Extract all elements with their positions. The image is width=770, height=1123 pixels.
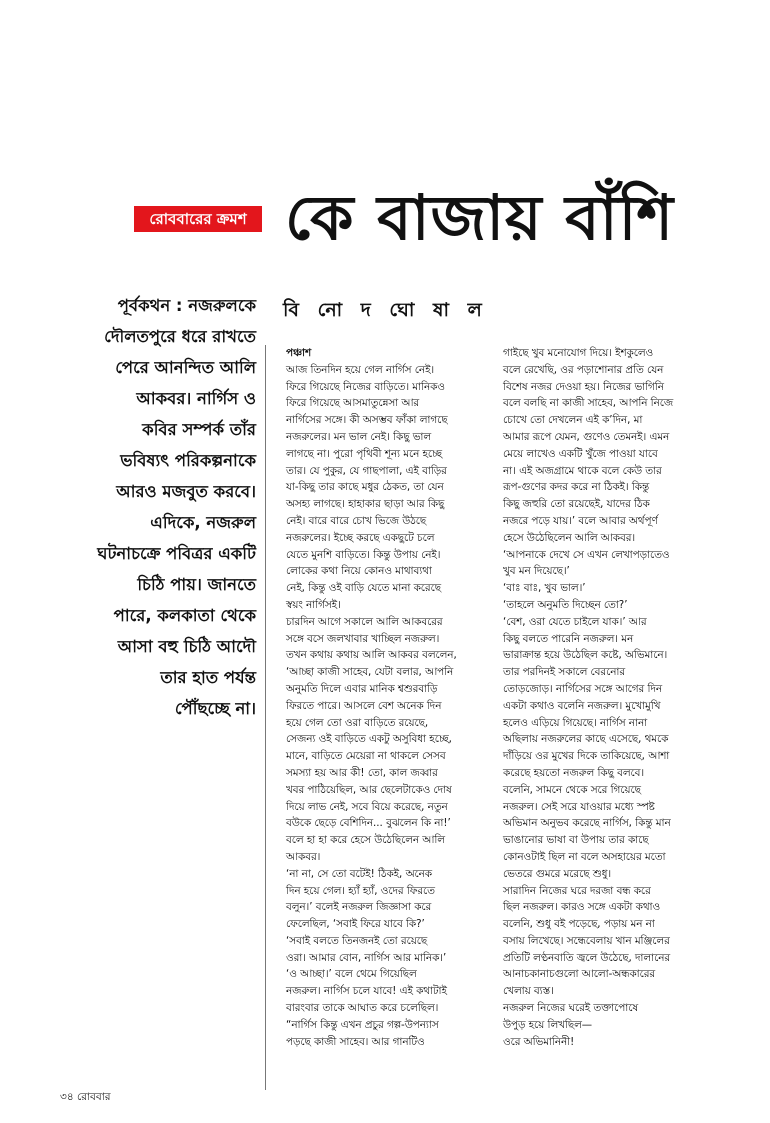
- text-line: হয়ে গেল তো ওরা বাড়িতে রয়েছে,: [286, 716, 429, 729]
- text-line: অছিলায় নজরুলের কাছে এসেছে, থমকে: [503, 733, 669, 746]
- synopsis-line: পূর্বকথন : নজরুলকে: [117, 296, 256, 315]
- text-line: বলেনি, সামনে থেকে সরে গিয়েছে: [503, 783, 641, 796]
- text-line: ভারাক্রান্ত হয়ে উঠেছিল কষ্টে, অভিমানে।: [503, 649, 668, 662]
- story-title: কে বাজায় বাঁশি: [285, 181, 675, 254]
- text-line: খুব মন দিয়েছে।’: [503, 565, 570, 578]
- text-line: সঙ্গে বসে জলখাবার খাচ্ছিল নজরুল।: [286, 632, 440, 645]
- text-line: ফিরে গিয়েছে আসমাতুন্নেসা আর: [286, 397, 420, 410]
- text-line: বলেনি, শুধু বই পড়েছে, পড়ায় মন না: [503, 918, 655, 931]
- text-line: নেই, কিন্তু ওই বাড়ি যেতে মানা করেছে: [286, 582, 441, 595]
- text-line: বারংবার তাকে আঘাত করে চলেছিল।: [286, 1002, 439, 1015]
- series-label: রোববারের ক্রমশ: [134, 206, 262, 232]
- synopsis-line: চিঠি পায়। জানতে: [137, 575, 256, 594]
- synopsis-line: ঘটনাচক্রে পবিত্রর একটি: [97, 544, 256, 563]
- synopsis-line: পেরে আনন্দিত আলি: [115, 358, 256, 377]
- text-line: নজরুল। সেই সরে যাওয়ার মধ্যে স্পষ্ট: [503, 800, 655, 813]
- text-line: ভাঙানোর ভাষা বা উপায় তার কাছে: [503, 834, 649, 847]
- text-line: পড়ছে কাজী সাহেব। আর গানটিও: [286, 1035, 425, 1048]
- synopsis-line: কবির সম্পর্ক তাঁর: [142, 420, 256, 439]
- text-column-1: [286, 345, 486, 1050]
- text-line: মানে, বাড়িতে মেয়েরা না থাকলে সেসব: [286, 750, 446, 763]
- text-line: অসহ্য লাগছে। হাহাকার ছাড়া আর কিছু: [286, 498, 445, 511]
- text-line: নজরুল। নার্গিস চলে যাবে! এই কথাটাই: [286, 985, 447, 998]
- text-line: তখন কথায় কথায় আলি আকবর বললেন,: [286, 649, 457, 662]
- text-line: আকবর।: [286, 850, 321, 863]
- text-line: লোকের কথা নিয়ে কোনও মাথাব্যথা: [286, 565, 432, 578]
- text-line: ‘ও আচ্ছা।’ বলে থেমে গিয়েছিল: [286, 968, 417, 981]
- synopsis-line: পৌঁছচ্ছে না।: [174, 699, 256, 718]
- text-line: দিয়ে লাভ নেই, সবে বিয়ে করেছে, নতুন: [286, 800, 448, 813]
- text-line: তার। যে পুকুর, যে গাছপালা, এই বাড়ির: [286, 464, 447, 477]
- text-line: নজরুলের। মন ভাল নেই। কিছু ভাল: [286, 430, 432, 443]
- text-line: তার পরদিনই সকালে বেরনোর: [503, 666, 626, 679]
- text-line: বসায় লিখেছে। সন্ধেবেলায় খান মঞ্জিলের: [503, 934, 670, 947]
- text-line: দাঁড়িয়ে ওর মুখের দিকে তাকিয়েছে, আশা: [503, 750, 670, 763]
- text-line: বউকে ছেড়ে বেশিদিন... বুঝলেন কি না!’: [286, 817, 451, 830]
- text-line: নেই। বারে বারে চোখ ভিজে উঠছে: [286, 514, 427, 527]
- text-line: নজরুলের। ইচ্ছে করছে একছুটে চলে: [286, 531, 435, 544]
- text-line: ছিল নজরুল। কারও সঙ্গে একটা কথাও: [503, 901, 661, 914]
- text-line: ফিরে গিয়েছে নিজের বাড়িতে। মানিকও: [286, 380, 445, 393]
- text-line: প্রতিটি লণ্ঠনবাতি জ্বলে উঠেছে, দালানের: [503, 951, 671, 964]
- text-line: সমস্যা হয় আর কী! তো, কাল জব্বার: [286, 766, 438, 779]
- text-line: সেজন্য ওই বাড়িতে একটু অসুবিধা হচ্ছে,: [286, 733, 452, 746]
- text-line: বলে হা হা করে হেসে উঠেছিলেন আলি: [286, 834, 445, 847]
- text-line: অভিমান অনুভব করেছে নার্গিস, কিন্তু মান: [503, 817, 671, 830]
- text-line: উপুড় হয়ে লিখছিল—: [503, 1018, 593, 1031]
- text-line: ‘বাঃ বাঃ, খুব ভাল।’: [503, 582, 586, 595]
- synopsis-line: এদিকে, নজরুল: [150, 513, 256, 532]
- text-line: বিশেষ নজর দেওয়া হয়। নিজের ভাগিনি: [503, 380, 664, 393]
- text-line: খবর পাঠিয়েছিল, আর ছেলেটাকেও দোষ: [286, 783, 452, 796]
- text-line: গাইছে খুব মনোযোগ দিয়ে। ইশকুলেও: [503, 347, 654, 359]
- text-line: পঞ্চাশ: [286, 347, 312, 359]
- text-line: নজরে পড়ে যায়।’ বলে আবার অর্থপূর্ণ: [503, 514, 658, 527]
- text-line: চোখে তো দেখলেন এই ক’দিন, মা: [503, 414, 643, 427]
- text-line: হলেও এড়িয়ে গিয়েছে। নার্গিস নানা: [503, 716, 648, 729]
- synopsis-line: পারে, কলকাতা থেকে: [113, 606, 256, 625]
- text-line: ‘আপনাকে দেখে সে এখন লেখাপড়াতেও: [503, 548, 670, 561]
- text-line: সারাদিন নিজের ঘরে দরজা বন্ধ করে: [503, 884, 651, 897]
- text-line: বলে রেখেছি, ওর পড়াশোনার প্রতি যেন: [503, 363, 664, 376]
- text-line: লাগছে না। পুরো পৃথিবী শূন্য মনে হচ্ছে: [286, 447, 442, 460]
- text-line: আজ তিনদিন হয়ে গেল নার্গিস নেই।: [286, 363, 435, 376]
- text-line: যেতে মুনশি বাড়িতে। কিন্তু উপায় নেই।: [286, 548, 441, 561]
- synopsis-line: আসা বহু চিঠি আদৌ: [117, 637, 256, 656]
- synopsis: [60, 290, 256, 724]
- column-divider: [265, 345, 266, 1090]
- synopsis-line: ভবিষ্যৎ পরিকল্পনাকে: [120, 451, 256, 470]
- text-line: ফিরতে পারে। আসলে বেশ অনেক দিন: [286, 699, 442, 712]
- text-line: নজরুল নিজের ঘরেই তক্তাপোষে: [503, 1002, 639, 1015]
- text-line: কিছু জহুরি তো রয়েছেই, যাদের ঠিক: [503, 498, 650, 511]
- text-line: ‘আচ্ছা কাজী সাহেব, যেটা বলার, আপনি: [286, 666, 454, 679]
- synopsis-line: আকবর। নার্গিস ও: [136, 389, 256, 408]
- text-line: একটা কথাও বলেনি নজরুল। মুখোমুখি: [503, 699, 661, 712]
- synopsis-line: তার হাত পর্যন্ত: [160, 668, 256, 687]
- text-line: আমার রূপে যেমন, গুণেও তেমনই। এমন: [503, 430, 670, 443]
- text-line: নার্গিসের সঙ্গে। কী অসম্ভব ফাঁকা লাগছে: [286, 414, 448, 427]
- synopsis-line: দৌলতপুরে ধরে রাখতে: [104, 327, 256, 346]
- text-line: কোনওটাই ছিল না বলে অসহায়ের মতো: [503, 850, 666, 863]
- text-column-2: [503, 345, 743, 1050]
- author-name: বি নো দ ঘো ষা ল: [283, 299, 488, 321]
- text-line: যা-কিছু তার কাছে মধুর ঠেকত, তা যেন: [286, 481, 444, 494]
- text-line: ‘তাহলে অনুমতি দিচ্ছেন তো?’: [503, 598, 628, 611]
- text-line: খেলায় ব্যস্ত।: [503, 985, 554, 998]
- text-line: দিন হয়ে গেল। হ্যাঁ হ্যাঁ, ওদের ফিরতে: [286, 884, 435, 897]
- text-line: বলুন।’ বলেই নজরুল জিজ্ঞাসা করে: [286, 901, 432, 914]
- text-line: রূপ-গুণের কদর করে না ঠিকই। কিন্তু: [503, 481, 650, 494]
- text-line: ওরে অভিমানিনী!: [503, 1035, 575, 1048]
- text-line: ভেতরে গুমরে মরেছে শুধু।: [503, 867, 612, 880]
- text-line: ‘না না, সে তো বটেই! ঠিকই, অনেক: [286, 867, 432, 880]
- text-line: স্বয়ং নার্গিসই।: [286, 598, 341, 611]
- text-line: ‘সবাই বলতে তিনজনই তো রয়েছে: [286, 934, 428, 947]
- text-line: মেয়ে লাখেও একটি খুঁজে পাওয়া যাবে: [503, 447, 658, 460]
- text-line: করেছে হয়তো নজরুল কিছু বলবে।: [503, 766, 645, 779]
- text-line: কিছু বলতে পারেনি নজরুল। মন: [503, 632, 634, 645]
- text-line: ফেলেছিল, ‘সবাই ফিরে যাবে কি?’: [286, 918, 425, 931]
- text-line: হেসে উঠেছিলেন আলি আকবর।: [503, 531, 636, 544]
- text-line: “নার্গিস কিন্তু এখন প্রচুর গল্প-উপন্যাস: [286, 1018, 439, 1031]
- synopsis-line: আরও মজবুত করবে।: [116, 482, 256, 501]
- page-footer: ৩৪ রোববার: [60, 1091, 111, 1103]
- text-line: ‘বেশ, ওরা যেতে চাইলে যাক।’ আর: [503, 615, 647, 628]
- text-line: বলে বলছি না কাজী সাহেব, আপনি নিজে: [503, 397, 674, 410]
- text-line: আনাচকানাচগুলো আলো-অন্ধকারের: [503, 968, 656, 981]
- text-line: ওরা। আমার বোন, নার্গিস আর মানিক।’: [286, 951, 447, 964]
- text-line: তোড়জোড়। নার্গিসের সঙ্গে আগের দিন: [503, 682, 662, 695]
- text-line: চারদিন আগে সকালে আলি আকবরের: [286, 615, 443, 628]
- text-line: না। এই অজগ্রামে থাকে বলে কেউ তার: [503, 464, 662, 477]
- text-line: অনুমতি দিলে এবার মানিক শ্বশুরবাড়ি: [286, 682, 438, 695]
